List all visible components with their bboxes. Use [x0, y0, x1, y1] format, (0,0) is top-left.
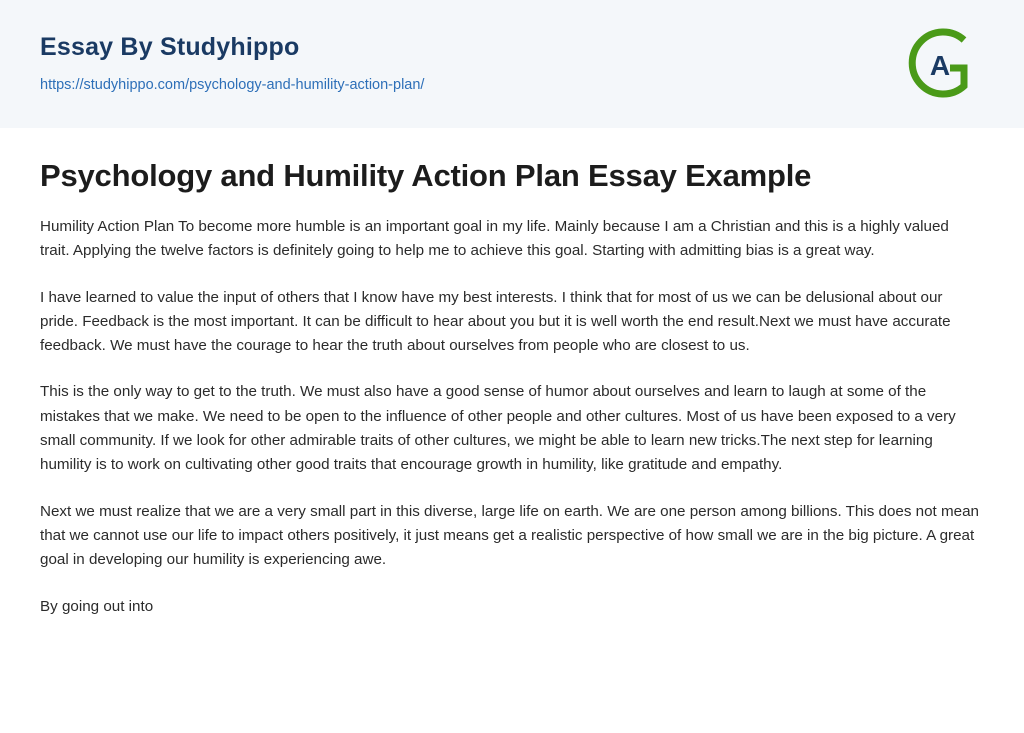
document-body: [0, 128, 1024, 619]
paragraph: This is the only way to get to the truth. We must also have a good sense of humor about ourselves and learn to laugh at some of the mistakes that we make. We need to be open to the influence of other people and other cultures. Most of us have been exposed to a very small community. If we look for other admirable traits of other cultures, we might be able to learn new tricks.The next step for learning humility is to work on cultivating other good traits that encourage growth in humility, like gratitude and empathy.: [40, 383, 956, 474]
paragraph: By going out into: [40, 597, 154, 615]
source-url-link[interactable]: https://studyhippo.com/psychology-and-humility-action-plan/: [40, 77, 425, 93]
studyhippo-logo-icon: [906, 24, 984, 102]
svg-text:A: A: [929, 50, 951, 81]
page-title: Psychology and Humility Action Plan Essay Example: [40, 158, 812, 193]
paragraph: I have learned to value the input of others that I know have my best interests. I think that for most of us we can be delusional about our pride. Feedback is the most important. It can be difficult to hear about you but it is well worth the end result.Next we must have accurate feedback. We must have the courage to hear the truth about ourselves from people who are closest to us.: [40, 288, 951, 355]
paragraph: Humility Action Plan To become more humble is an important goal in my life. Mainly because I am a Christian and this is a highly valued trait. Applying the twelve factors is definitely going to help me to achieve this goal. Starting with admitting bias is a great way.: [40, 218, 949, 260]
site-brand-title: Essay By Studyhippo: [40, 33, 300, 61]
page-header: [0, 0, 1024, 128]
paragraph: Next we must realize that we are a very small part in this diverse, large life on earth. We are one person among billions. This does not mean that we cannot use our life to impact others positively, it just means get a realistic perspective of how small we are in the big picture. A great goal in developing our humility is experiencing awe.: [40, 502, 979, 569]
